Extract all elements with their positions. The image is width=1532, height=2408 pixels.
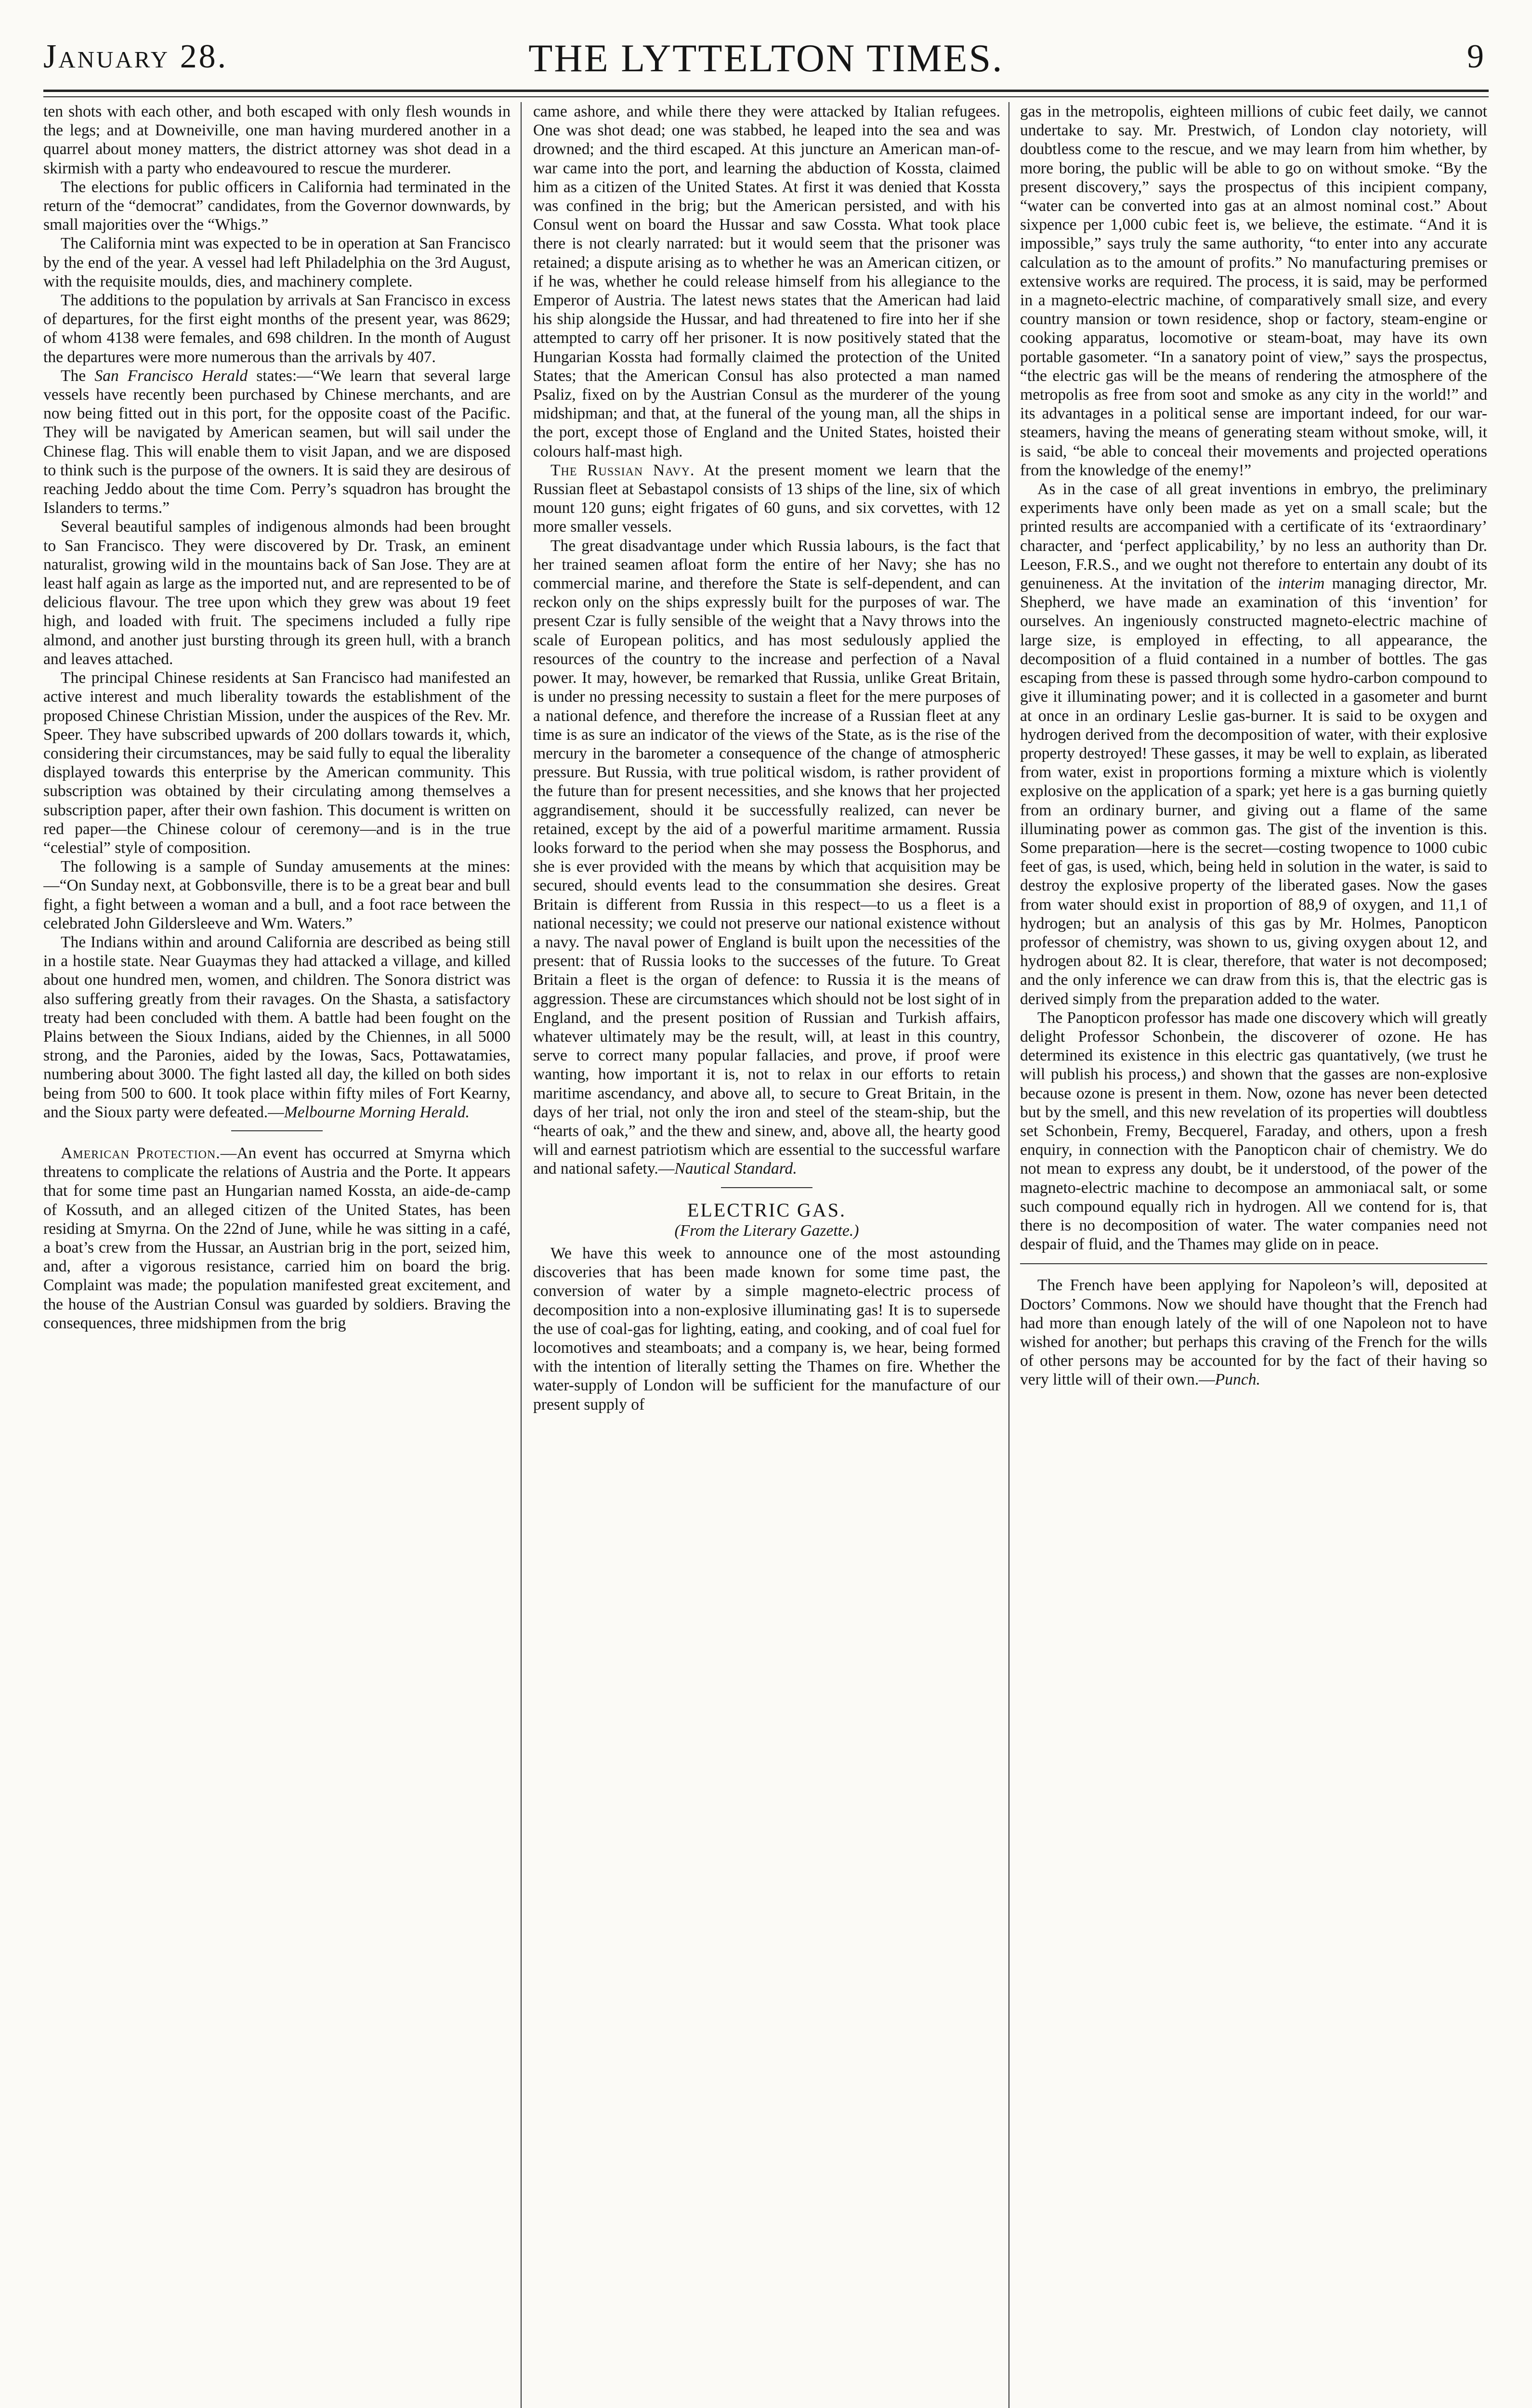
- col2-paragraph-electric-gas: We have this week to announce one of the most astounding discoveries that has been made known for some time past, the conversion of water by a simple magneto-electric process of decomposition into a non-explosive illuminating gas! It is to supersede the use of coal-gas for lighting, eating, and cooking, and of coal fuel for locomotives and steamboats; and a company is, we hear, being formed with the intention of literally setting the Thames on fire. Whether the water-supply of London will be sufficient for the manufacture of our present supply of: [533, 1244, 1000, 1413]
- col2-paragraph-1: came ashore, and while there they were attacked by Italian refugees. One was shot dead; one was stabbed, he leaped into the sea and was drowned; and the third escaped. At this juncture an American man-of-war came into the port, and learning the abduction of Kossta, claimed him as a citizen of the United States. At first it was denied that Kossta was confined in the brig; but the American persisted, and with his Consul went on board the Hussar and saw Cossta. What took place there is not clearly narrated: but it would seem that the prisoner was retained; a dispute arising as to whether he was an American citizen, or if he was, whether he could release himself from his allegiance to the Emperor of Austria. The latest news states that the American had laid his ship alongside the Hussar, and had threatened to fire into her if she attempted to carry off her prisoner. It is now positively stated that the Hungarian Kossta had formally claimed the protection of the United States; that the American Consul has also protected a man named Psaliz, fixed on by the Austrian Consul as the murderer of the young midshipman; and that, at the funeral of the young man, all the ships in the port, except those of England and the United States, hoisted their colours half-mast high.: [533, 103, 1000, 460]
- indians-body: The Indians within and around California are described as being still in a hostile state. Near Guaymas they had attacked a village, and killed about one hundred men, women, and children. The Sonora district was also suffering greatly from their ravages. On the Shasta, a satisfactory treaty had been concluded with them. A battle had been fought on the Plains between the Sioux Indians, aided by the Chiennes, in all 5000 strong, and the Paronies, aided by the Iowas, Sacs, Pottawatamies, numbering about 3000. The fight lasted all day, the killed on both sides being from 500 to 600. It took place within fifty miles of Fort Kearny, and the Sioux party were defeated.—: [43, 933, 511, 1121]
- col1-article-divider: [231, 1130, 323, 1131]
- masthead-rule-thin: [43, 96, 1489, 97]
- punch-source: Punch.: [1215, 1371, 1260, 1389]
- herald-paper-name: San Francisco Herald: [94, 366, 248, 385]
- col1-paragraph-population: The additions to the population by arrivals at San Francisco in excess of departures, for the first eight months of the present year, was 8629; of whom 4138 were females, and 698 children. In the month of August the departures were more numerous than the arrivals by 407.: [43, 291, 511, 366]
- page-number: 9: [1467, 38, 1484, 75]
- indians-source: Melbourne Morning Herald.: [284, 1103, 470, 1121]
- experiments-part-b: managing director, Mr. Shepherd, we have made an examination of this ‘invention’ for ourselves. An ingeniously constructed magneto-electric machine of large size, is employed in effecting, to all appearance, the decomposition of a fluid contained in a number of bottles. The gas escaping from these is passed through some hydro-carbon compound to give it illuminating power; and it is collected in a gasometer and burnt at once in an ordinary Leslie gas-burner. It is said to be oxygen and hydrogen derived from the decomposition of water, with their explosive property destroyed! These gasses, it may be well to explain, as liberated from water, exist in proportions forming a mixture which is violently explosive on the application of a spark; yet here is a gas burning quietly from an ordinary burner, and giving out a flame of the same illuminating power as common gas. The gist of the invention is this. Some preparation—here is the secret—costing twopence to 1000 cubic feet of gas, is used, which, being held in solution in the water, is said to destroy the explosive property of the liberated gases. Now the gases from water should exist in proportion of 88,9 of oxygen, and 11,1 of hydrogen; but an analysis of this gas by Mr. Holmes, Panopticon professor of chemistry, was shown to us, giving oxygen about 12, and hydrogen about 82. It is clear, therefore, that water is not decomposed; and the only inference we can draw from this is, that the electric gas is derived simply from the preparation added to the water.: [1020, 575, 1487, 1008]
- column-3: [1020, 102, 1487, 2408]
- newspaper-title: THE LYTTELTON TIMES.: [528, 36, 1004, 80]
- issue-date: January 28.: [43, 38, 228, 75]
- col1-paragraph-sunday-amusements: The following is a sample of Sunday amusements at the mines:—“On Sunday next, at Gobbonsville, there is to be a great bear and bull fight, a fight between a woman and a bull, and a foot race between the celebrated John Gildersleeve and Wm. Waters.”: [43, 858, 511, 932]
- masthead: [43, 38, 1489, 91]
- electric-gas-heading: ELECTRIC GAS.: [687, 1199, 847, 1221]
- herald-body: states:—“We learn that several large vessels have recently been purchased by Chinese merchants, and are now being fitted out in this port, for the opposite coast of the Pacific. They will be navigated by American seamen, but will sail under the Chinese flag. This will enable them to visit Japan, and we are disposed to think such is the purpose of the owners. It is said they are desirous of reaching Jeddo about the time Com. Perry’s squadron has brought the Islanders to terms.”: [43, 366, 511, 517]
- herald-lead: The: [61, 366, 95, 385]
- col2-paragraph-disadvantage: [533, 537, 1000, 1178]
- masthead-rule-thick: [43, 90, 1489, 92]
- column-divider-2: [1008, 102, 1009, 2408]
- column-2: [533, 102, 1000, 2408]
- col3-article-divider: [1020, 1263, 1487, 1264]
- col1-paragraph-indians: [43, 933, 511, 1122]
- nautical-source: Nautical Standard.: [674, 1160, 797, 1178]
- col3-paragraph-1: gas in the metropolis, eighteen millions of cubic feet daily, we cannot undertake to say. Mr. Prestwich, of London clay notoriety, will doubtless come to the rescue, and we may learn from him whether, by more boring, the public will be able to go on without smoke. “By the present discovery,” says the prospectus of this incipient company, “water can be converted into gas at an almost nominal cost.” About sixpence per 1,000 cubic feet is, we believe, the estimate. “And it is impossible,” says truly the same authority, “to enter into any accurate calculation as to the amount of profits.” No manufacturing premises or extensive works are required. The process, it is said, may be performed in a magneto-electric machine, of comparatively small size, and every country mansion or town residence, shop or factory, steam-engine or cooking apparatus, locomotive or steam-boat, may have its own portable gasometer. “In a sanatory point of view,” says the prospectus, “the electric gas will be the means of rendering the atmosphere of the metropolis as free from soot and smoke as any city in the world!” and its advantages in a political sense are important indeed, for our war-steamers, having the means of generating steam without smoke, will, it is said, “be able to conceal their movements and projected operations from the knowledge of the enemy!”: [1020, 103, 1487, 479]
- disadvantage-body: The great disadvantage under which Russia labours, is the fact that her trained seamen afloat form the entire of her Navy; she has no commercial marine, and therefore the State is self-dependent, and can reckon only on the ships expressly built for the purposes of war. The present Czar is fully sensible of the weight that a Navy throws into the scale of European politics, and has most sedulously applied the resources of the country to the increase and perfection of a Naval power. It may, however, be remarked that Russia, unlike Great Britain, is under no pressing necessity to sustain a fleet for the mere purposes of a national defence, and therefore the increase of a Russian fleet at any time is as sure an indicator of the views of the State, as is the rise of the mercury in the barometer a consequence of the change of atmospheric pressure. But Russia, with true political wisdom, is rather provident of the future than for present necessities, and she knows that her projected aggrandisement, should it be successfully realized, can never be retained, except by the aid of a powerful maritime armament. Russia looks forward to the period when she may possess the Bosphorus, and she is ever provided with the means by which that acquisition may be secured, should events lead to the consummation she desires. Great Britain is different from Russia in this respect—to us a fleet is a national necessity; we could not preserve our national existence without a navy. The naval power of England is built upon the necessities of the present: that of Russia looks to the successes of the future. To Great Britain a fleet is the organ of defence: to Russia it is the means of aggression. These are circumstances which should not be lost sight of in England, and the present position of Russian and Turkish affairs, whatever ultimately may be the result, will, at least in this country, serve to correct many popular fallacies, and prove, if proof were wanting, how important it is, not to relax in our efforts to retain maritime ascendancy, and above all, to secure to Great Britain, in the days of her trial, not only the iron and steel of the steam-ship, but the “hearts of oak,” and the thew and sinew, and, above all, the hearty good will and earnest patriotism which are essential to the successful warfare and national safety.—: [533, 537, 1000, 1178]
- column-1: [43, 102, 511, 2408]
- napoleon-body: The French have been applying for Napoleon’s will, deposited at Doctors’ Commons. Now we should have thought that the French had had more than enough lately of the will of one Napoleon not to have wished for another; but perhaps this craving of the French for the wills of other persons may be accounted for by the fact of their having so very little will of their own.—: [1020, 1276, 1487, 1389]
- col3-paragraph-experiments: [1020, 480, 1487, 1008]
- col2-paragraph-russian-navy: [533, 461, 1000, 537]
- col1-paragraph-american-protection: [43, 1144, 511, 1333]
- interim-word: interim: [1278, 575, 1325, 593]
- col1-paragraph-chinese-mission: The principal Chinese residents at San Francisco had manifested an active interest and much liberality towards the establishment of the proposed Chinese Christian Mission, under the auspices of the Rev. Mr. Speer. They have subscribed upwards of 200 dollars towards it, which, considering their circumstances, may be said fully to equal the liberality displayed towards this enterprise by the American community. This subscription was obtained by their circulating among themselves a subscription paper, after their own fashion. This document is written on red paper—the Chinese colour of ceremony—and is in the true “celestial” style of composition.: [43, 669, 511, 857]
- electric-gas-subheading: (From the Literary Gazette.): [674, 1221, 859, 1240]
- american-protection-lead: American Protection.: [61, 1144, 221, 1162]
- experiments-part-a: As in the case of all great inventions in embryo, the preliminary experiments have only been made as yet on a small scale; but the printed results are accompanied with a certificate of its ‘extraordinary’ character, and ‘perfect applicability,’ by no less an authority than Dr. Leeson, F.R.S., and we ought not therefore to entertain any doubt of its genuineness. At the invitation of the: [1020, 480, 1487, 593]
- russian-navy-lead: The Russian Navy.: [550, 461, 695, 479]
- col1-paragraph-mint: The California mint was expected to be in operation at San Francisco by the end of the year. A vessel had left Philadelphia on the 3rd August, with the requisite moulds, dies, and machinery complete.: [43, 235, 511, 290]
- col2-article-divider: [721, 1187, 812, 1188]
- american-protection-body: —An event has occurred at Smyrna which threatens to complicate the relations of Austria and the Porte. It appears that for some time past an Hungarian named Kossta, an aide-de-camp of Kossuth, and an alleged citizen of the United States, has been residing at Smyrna. On the 22nd of June, while he was sitting in a café, a boat’s crew from the Hussar, an Austrian brig in the port, seized him, and, after a vigorous resistance, carried him on board the brig. Complaint was made; the population manifested great excitement, and the house of the Austrian Consul was guarded by soldiers. Braving the consequences, three midshipmen from the brig: [43, 1144, 511, 1332]
- col1-paragraph-elections: The elections for public officers in California had terminated in the return of the “democrat” candidates, from the Governor downwards, by small majorities over the “Whigs.”: [43, 178, 511, 234]
- col1-paragraph-1: ten shots with each other, and both escaped with only flesh wounds in the legs; and at Downeiville, one man having murdered another in a quarrel about money matters, the district attorney was shot dead in a skirmish with a party who endeavoured to rescue the murderer.: [43, 103, 511, 177]
- russian-navy-body: At the present moment we learn that the Russian fleet at Sebastapol consists of 13 ships of the line, six of which mount 120 guns; eight frigates of 60 guns, and six corvettes, with 12 more smaller vessels.: [533, 461, 1000, 536]
- col3-paragraph-panopticon: The Panopticon professor has made one discovery which will greatly delight Professor Schonbein, the discoverer of ozone. He has determined its existence in this electric gas quantatively, (we trust he will publish his process,) and shown that the gasses are non-explosive because ozone is present in them. Now, ozone has never been detected but by the smell, and this new revelation of its properties will doubtless set Schonbein, Fremy, Becquerel, Faraday, and others, upon a fresh enquiry, in connection with the Panopticon chair of chemistry. We do not mean to express any doubt, be it understood, of the power of the magneto-electric machine to decompose an ammoniacal salt, or some such compound equally rich in hydrogen. All we contend for is, that there is no decomposition of water. The water companies need not despair of fluid, and the Thames may glide on in peace.: [1020, 1008, 1487, 1254]
- col3-paragraph-napoleon: [1020, 1276, 1487, 1389]
- col1-paragraph-almonds: Several beautiful samples of indigenous almonds had been brought to San Francisco. They were discovered by Dr. Trask, an eminent naturalist, growing wild in the mountains back of San Jose. They are at least half again as large as the imported nut, and are represented to be of delicious flavour. The tree upon which they grew was about 19 feet high, and loaded with fruit. The specimens included a fully ripe almond, and another just bursting through its green hull, with a branch and leaves attached.: [43, 518, 511, 668]
- col1-paragraph-herald: [43, 366, 511, 518]
- column-divider-1: [521, 102, 522, 2408]
